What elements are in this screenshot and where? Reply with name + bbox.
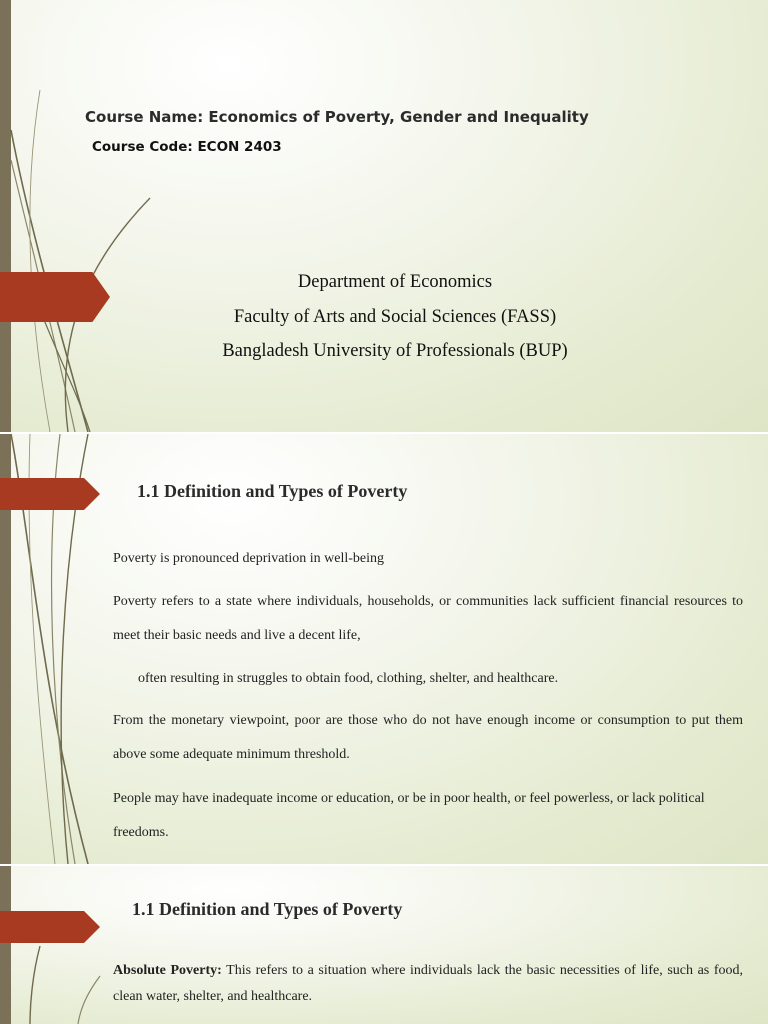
bullet-text: Poverty refers to a state where individuals, households, or communities lack sufficient financial resources to meet their basic needs and live a decent life, bbox=[113, 594, 743, 643]
accent-arrow bbox=[0, 272, 110, 322]
department-name: Department of Economics bbox=[297, 272, 493, 292]
absolute-poverty-text: This refers to a situation where individuals lack the basic necessities of life, such as food, clean water, shelter, and healthcare. bbox=[113, 963, 744, 1004]
absolute-poverty-slide bbox=[0, 866, 768, 1024]
decorative-curves bbox=[0, 0, 200, 432]
accent-arrow bbox=[0, 478, 100, 510]
bullet-text: Poverty is pronounced deprivation in well-being bbox=[113, 551, 384, 566]
course-code: Course Code: ECON 2403 bbox=[92, 139, 282, 155]
bullet-text: People may have inadequate income or education, or be in poor health, or feel powerless, or lack political freedoms. bbox=[113, 791, 705, 840]
bullet-text bbox=[113, 958, 743, 1010]
slide-heading: 1.1 Definition and Types of Poverty bbox=[137, 481, 408, 501]
sub-bullet-text: often resulting in struggles to obtain food, clothing, shelter, and healthcare. bbox=[138, 671, 559, 686]
slide-heading: 1.1 Definition and Types of Poverty bbox=[132, 899, 403, 919]
faculty-name: Faculty of Arts and Social Sciences (FASS) bbox=[233, 307, 557, 327]
definition-slide bbox=[0, 434, 768, 864]
title-slide bbox=[0, 0, 768, 432]
university-name: Bangladesh University of Professionals (BUP) bbox=[222, 341, 568, 361]
accent-arrow bbox=[0, 911, 100, 943]
bullet-text: From the monetary viewpoint, poor are those who do not have enough income or consumption to put them above some adequate minimum threshold. bbox=[113, 713, 743, 762]
absolute-poverty-label: Absolute Poverty: bbox=[113, 963, 222, 978]
course-name: Course Name: Economics of Poverty, Gender and Inequality bbox=[85, 108, 589, 126]
